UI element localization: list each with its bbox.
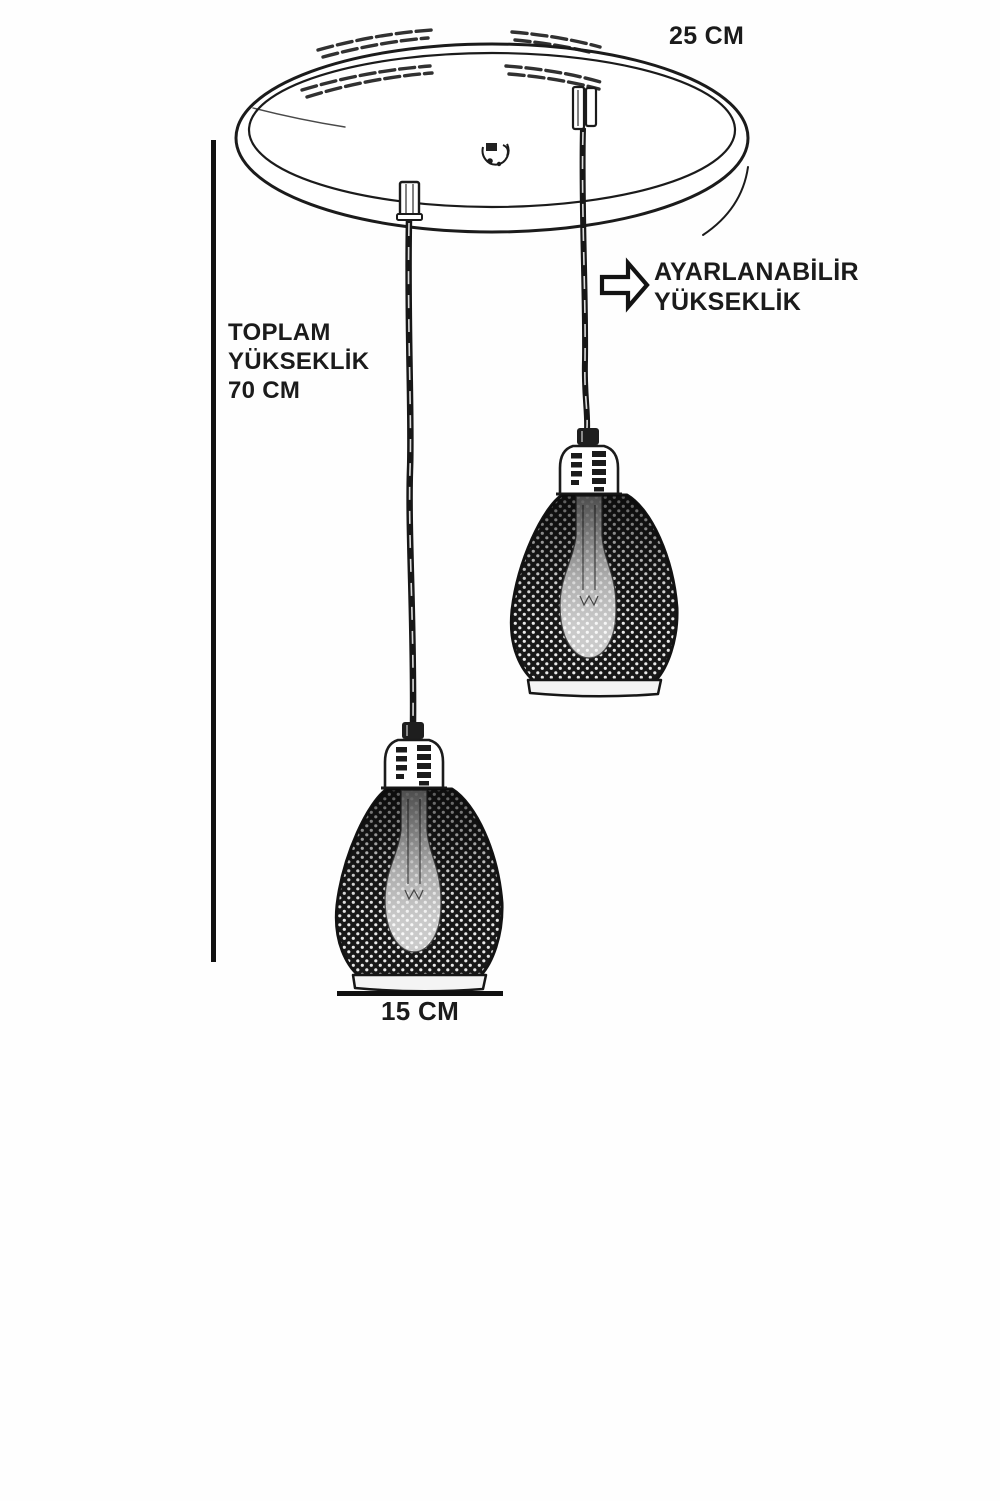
ceiling-canopy [236,30,748,235]
shade-diameter-label: 15 CM [380,996,460,1026]
pendant-lamp-left [336,722,502,991]
cord-grip-left [397,182,422,220]
cord-nut-left [402,722,424,739]
total-height-label-line1: TOPLAM [228,319,331,346]
mesh-shade-right [511,495,677,696]
pendant-lamp-right [511,428,677,696]
total-height-label [228,318,369,405]
total-height-label-line3: 70 CM [228,377,301,404]
socket-left [381,740,447,788]
shade-rim-right [528,680,661,696]
socket-right [556,446,622,494]
adjustable-height-label-line1: AYARLANABİLİR [654,258,859,286]
adjustable-height-label-line2: YÜKSEKLİK [654,288,802,316]
mesh-shade-left [336,789,502,991]
pendant-cord-left [409,219,414,725]
total-height-dimension-line [211,140,216,962]
adjustable-height-label [654,257,859,317]
cord-nut-right [577,428,599,445]
right-arrow-icon [602,263,647,307]
shade-rim-left [353,975,486,991]
canopy-diameter-label: 25 CM [669,22,745,50]
cord-grip-right [573,87,596,129]
total-height-label-line2: YÜKSEKLİK [228,348,370,375]
